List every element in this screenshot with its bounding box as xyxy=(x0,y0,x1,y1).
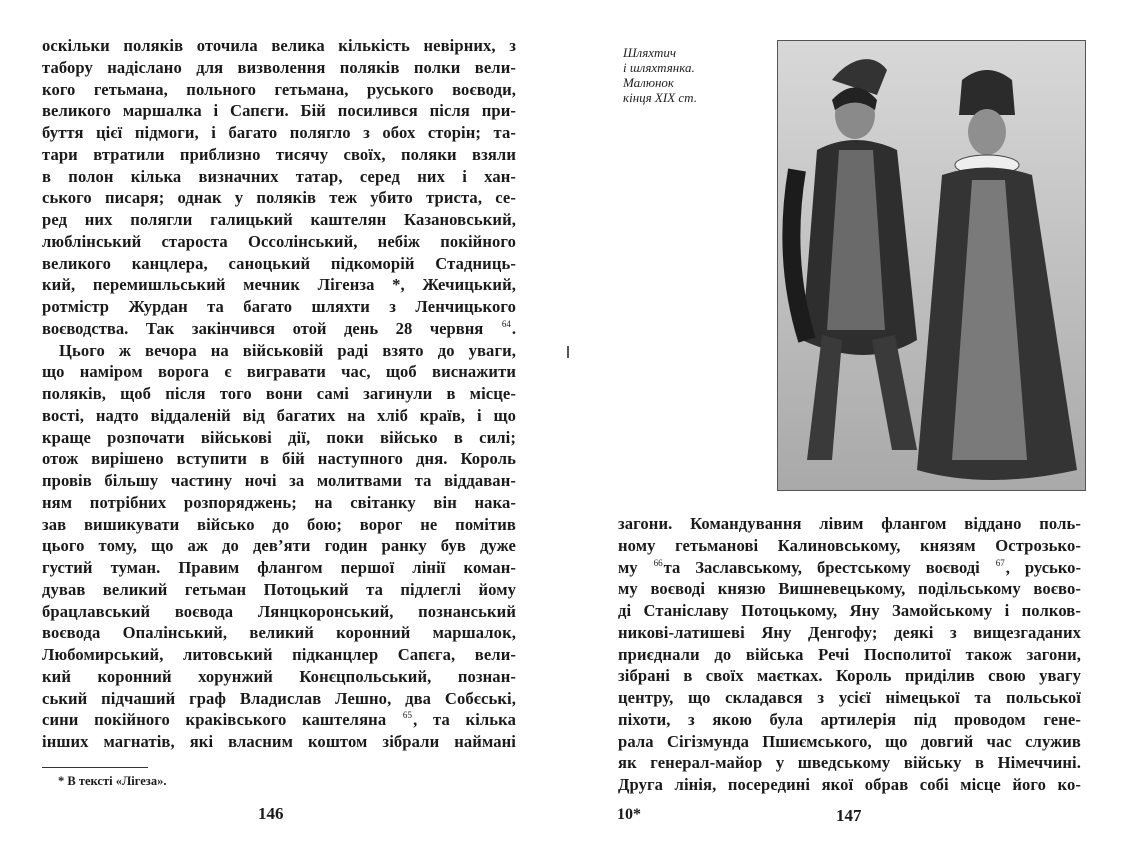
text-line xyxy=(42,688,516,710)
text-line xyxy=(42,79,516,101)
text-line xyxy=(42,622,516,644)
text-segment: рала Сігізмунда Пшиємського, що довгий час служив xyxy=(618,731,1081,751)
text-line xyxy=(618,578,1081,600)
text-line xyxy=(42,427,516,449)
text-segment: ді Станіславу Потоцькому, Яну Замойському і полков- xyxy=(618,601,1081,620)
text-segment: загони. Командування лівим флангом віддано поль- xyxy=(618,514,1081,533)
text-line xyxy=(618,774,1081,796)
text-line xyxy=(42,361,516,383)
text-segment: му xyxy=(618,557,638,577)
text-line xyxy=(42,666,516,688)
gutter-mark xyxy=(567,346,569,358)
footnote-reference: 65 xyxy=(402,710,413,721)
text-segment: Любомирський, литовський підканцлер Сапєга, вели- xyxy=(42,645,516,664)
page-number-left: 146 xyxy=(258,804,284,823)
text-segment: му воєводі князю Вишневецькому, подільському воєво- xyxy=(618,579,1081,599)
text-line xyxy=(618,709,1081,731)
text-line xyxy=(42,57,516,79)
text-line xyxy=(42,557,516,579)
text-segment: великого канцлера, саноцький підкоморій Стадниць- xyxy=(42,253,516,273)
text-segment: інших магнатів, які власним коштом зібрали наймані xyxy=(42,732,516,751)
text-segment: ського писаря; однак у поляків теж убито триста, се- xyxy=(42,188,516,208)
left-page-text xyxy=(42,35,516,753)
text-segment: ський підчаший граф Владислав Лешно, два Собєські, xyxy=(42,688,516,708)
text-segment: тари втратили приблизно тисячу своїх, поляки взяли xyxy=(42,144,516,164)
caption-line: Малюнок xyxy=(623,75,675,90)
text-line xyxy=(42,492,516,514)
caption-line: Шляхтич xyxy=(623,45,677,60)
footnote: * В тексті «Лігеза». xyxy=(58,774,167,788)
text-segment: та Заславському, брестському воєводі xyxy=(663,557,980,577)
text-segment: зібрані в своїх маєтках. Король приділив свою увагу xyxy=(618,666,1081,686)
text-segment: буття цієї підмоги, і багато полягло з обох сторін; та- xyxy=(42,123,516,142)
illustration-nobleman-and-noblewoman xyxy=(777,40,1086,491)
text-segment: воєводства. Так закінчився отой день 28 червня xyxy=(42,318,484,338)
text-line xyxy=(42,448,516,470)
text-line xyxy=(42,514,516,536)
text-line xyxy=(42,579,516,601)
text-segment: густий туман. Правим флангом першої лінії коман- xyxy=(42,558,516,577)
text-segment: брацлавський воєвода Лянцкоронський, познанський xyxy=(42,601,516,621)
text-segment: краще розпочати військові дії, поки військо в силі; xyxy=(42,427,516,447)
text-segment: поляків, щоб після того вони самі загинули в місце- xyxy=(42,384,516,403)
text-line xyxy=(42,383,516,405)
text-line xyxy=(42,644,516,666)
text-line xyxy=(42,709,516,731)
text-segment: ротмістр Журдан та багато шляхти з Ленчицького xyxy=(42,297,516,316)
text-line xyxy=(618,513,1081,535)
text-segment: великого маршалка і Сапєги. Бій посилився після при- xyxy=(42,101,516,121)
text-segment: никові-латишеві Яну Денгофу; деякі з вищезгаданих xyxy=(618,622,1081,642)
page-number-right: 147 xyxy=(836,806,862,825)
text-line xyxy=(618,557,1081,579)
caption-line: кінця XIX ст. xyxy=(623,90,697,105)
illustration-caption xyxy=(623,45,697,105)
text-segment: ред них полягли галицький каштелян Казановський, xyxy=(42,210,516,229)
caption-line: і шляхтянка. xyxy=(623,60,695,75)
footnote-reference: 67 xyxy=(995,557,1005,568)
text-line xyxy=(42,470,516,492)
text-segment: центру, що складався з усієї німецької та польської xyxy=(618,688,1081,707)
text-line xyxy=(42,209,516,231)
right-page-text xyxy=(618,513,1081,796)
text-segment: ному гетьманові Калиновському, князям Острозько- xyxy=(618,535,1081,555)
text-line xyxy=(42,122,516,144)
text-segment: ням потрібних розпоряджень; на світанку він нака- xyxy=(42,492,516,512)
text-line xyxy=(42,296,516,318)
text-line xyxy=(618,600,1081,622)
text-segment: кого гетьмана, польного гетьмана, руського воєводи, xyxy=(42,79,516,99)
text-segment: сини покійного краківського каштеляна xyxy=(42,710,387,730)
text-line xyxy=(618,752,1081,774)
text-line xyxy=(42,535,516,557)
footnote-reference: 66 xyxy=(653,557,663,568)
text-segment: люблінський староста Оссолінський, небіж покійного xyxy=(42,231,516,251)
text-line xyxy=(42,144,516,166)
text-line xyxy=(618,622,1081,644)
text-segment: Цього ж вечора на військовій раді взято до уваги, xyxy=(59,340,516,360)
text-segment: , та кілька xyxy=(413,710,516,730)
text-segment: воєвода Опалінський, великий коронний маршалок, xyxy=(42,623,516,643)
text-line xyxy=(42,405,516,427)
text-line xyxy=(42,340,516,362)
text-segment: отож вирішено вступити в бій наступного дня. Король xyxy=(42,449,516,469)
text-line xyxy=(618,687,1081,709)
text-line xyxy=(42,100,516,122)
text-segment: вості, надто віддаленій від багатих на хліб країв, і що xyxy=(42,405,516,425)
text-segment: кий, перемишльський мечник Лігенза *, Жечицький, xyxy=(42,275,516,295)
text-segment: цього тому, що аж до дев’яти годин ранку був дуже xyxy=(42,536,516,556)
text-segment: приєднали до війська Речі Посполитої також загони, xyxy=(618,644,1081,664)
text-segment: зав вишикувати військо до бою; ворог не помітив xyxy=(42,514,516,534)
text-segment: табору надіслано для визволення поляків полки вели- xyxy=(42,57,516,77)
text-line xyxy=(42,601,516,623)
text-segment: , русько- xyxy=(1005,557,1081,577)
footnote-reference: 64 xyxy=(501,318,511,329)
text-line xyxy=(618,535,1081,557)
text-segment: Друга лінія, посередині якої обрав собі місце його ко- xyxy=(618,775,1081,794)
footnote-divider xyxy=(42,767,148,768)
text-segment: як генерал-майор у шведському війську в Німеччині. xyxy=(618,753,1081,773)
text-segment: що наміром ворога є вигравати час, щоб виснажити xyxy=(42,362,516,382)
text-line xyxy=(42,166,516,188)
text-line xyxy=(42,231,516,253)
text-line xyxy=(42,318,516,340)
text-segment: в полон кілька визначних татар, серед них і хан- xyxy=(42,166,516,186)
printer-signature-mark: 10* xyxy=(617,806,641,823)
text-segment: кий коронний хорунжий Конєцпольський, познан- xyxy=(42,666,516,686)
text-segment: провів більшу частину ночі за молитвами та віддаван- xyxy=(42,471,516,490)
text-segment: піхоти, з якою була артилерія під проводом гене- xyxy=(618,709,1081,729)
text-segment: . xyxy=(511,318,516,338)
text-line xyxy=(618,644,1081,666)
text-segment: дував великий гетьман Потоцький та підлеглі йому xyxy=(42,579,516,599)
text-line xyxy=(42,35,516,57)
text-line xyxy=(618,731,1081,753)
text-segment: оскільки поляків оточила велика кількість невірних, з xyxy=(42,36,516,55)
text-line xyxy=(42,187,516,209)
text-line xyxy=(42,253,516,275)
text-line xyxy=(618,665,1081,687)
text-line xyxy=(42,731,516,753)
text-line xyxy=(42,274,516,296)
